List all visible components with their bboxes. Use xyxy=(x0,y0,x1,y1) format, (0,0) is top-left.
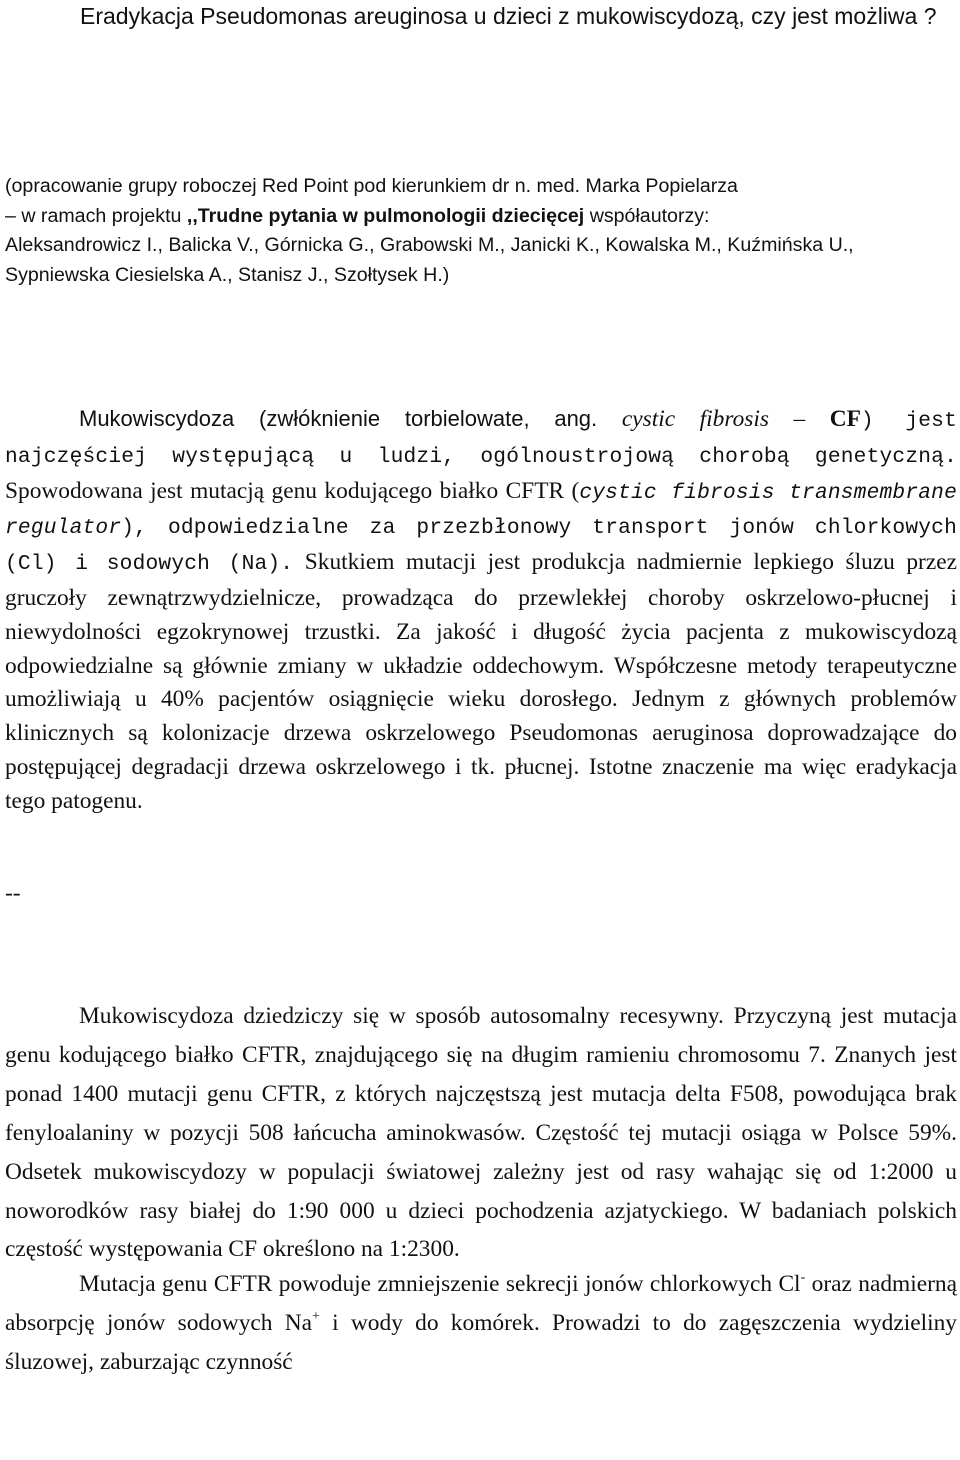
coauthor-names: Aleksandrowicz I., Balicka V., Górnicka G., Grabowski M., Janicki K., Kowalska M., Kuźmińska U., Sypniewska Ciesielska A., Stanisz J., Szołtysek H.) xyxy=(5,234,854,286)
sodium-superscript: + xyxy=(312,1308,320,1324)
project-name: ,,Trudne pytania w pulmonologii dziecięcej xyxy=(186,204,585,227)
intro-transport: ), odpowiedzialne za przezbłonowy transport jonów chlorkowych (Cl) i sodowych (Na). xyxy=(5,516,957,577)
cf-term: cystic fibrosis xyxy=(621,406,769,432)
paragraph-inheritance xyxy=(5,997,957,1269)
authors-block xyxy=(5,172,957,290)
paragraph-intro xyxy=(5,402,957,819)
authors-intro: (opracowanie grupy roboczej Red Point pod kierunkiem dr n. med. Marka Popielarza xyxy=(5,175,738,197)
project-prefix: – w ramach projektu xyxy=(5,204,187,227)
mutation-lead: Mutacja genu CFTR powoduje zmniejszenie sekrecji jonów chlorkowych Cl xyxy=(79,1271,801,1297)
inheritance-text: Mukowiscydoza dziedziczy się w sposób autosomalny recesywny. Przyczyną jest mutacja genu kodującego białko CFTR, znajdującego się na długim ramieniu chromosomu 7. Znanych jest ponad 1400 mutacji genu CFTR, z których najczęstszą jest mutacja delta F508, powodująca brak fenyloalaniny w pozycji 508 łańcucha aminokwasów. Częstość tej mutacji osiąga w Polsce 59%. Odsetek mukowiscydozy w populacji światowej zależny jest od rasy wahając się od 1:2000 u noworodków rasy białej do 1:90 000 u dzieci pochodzenia azjatyckiego. W badaniach polskich częstość występowania CF określono na 1:2300. xyxy=(5,1003,957,1263)
mutation-tail: i wody do komórek. Prowadzi to do zagęszczenia wydzieliny śluzowej, zaburzając czynność xyxy=(5,1309,957,1375)
intro-cause: Spowodowana jest mutacją genu kodującego białko CFTR ( xyxy=(5,477,580,504)
cf-dash: – xyxy=(769,406,830,432)
intro-lead: Mukowiscydoza (zwłóknienie torbielowate, ang. xyxy=(79,406,622,431)
chloride-superscript: - xyxy=(800,1270,806,1285)
coauthors-label: współautorzy: xyxy=(584,204,710,227)
intro-rest: Skutkiem mutacji jest produkcja nadmiernie lepkiego śluzu przez gruczoły zewnątrzwydzielnicze, prowadząca do przewlekłej choroby oskrzelowo-płucnej i niewydolności egzokrynowej trzustki. Za jakość i długość życia pacjenta z mukowiscydozą odpowiedzialne są głównie zmiany w układzie oddechowym. Współczesne metody terapeutyczne umożliwiają u 40% pacjentów osiągnięcie wieku dorosłego. Jednym z głównych problemów klinicznych są kolonizacje drzewa oskrzelowego Pseudomonas aeruginosa doprowadzające do postępującej degradacji drzewa oskrzelowego i tk. płucnej. Istotne znaczenie ma więc eradykacja tego patogenu. xyxy=(5,549,957,814)
cf-abbreviation: CF xyxy=(829,406,861,432)
cftr-term: cystic fibrosis transmembrane regulator xyxy=(5,480,958,541)
document-title: Eradykacja Pseudomonas areuginosa u dzieci z mukowiscydozą, czy jest możliwa ? xyxy=(80,3,937,29)
section-separator: -- xyxy=(5,880,21,906)
intro-line2: ) jest najczęściej występującą u ludzi, ogólnoustrojową chorobą genetyczną. xyxy=(5,409,958,469)
paragraph-mutation-effects xyxy=(5,1265,957,1382)
mutation-mid: oraz nadmierną absorpcję jonów sodowych Na xyxy=(5,1271,957,1336)
